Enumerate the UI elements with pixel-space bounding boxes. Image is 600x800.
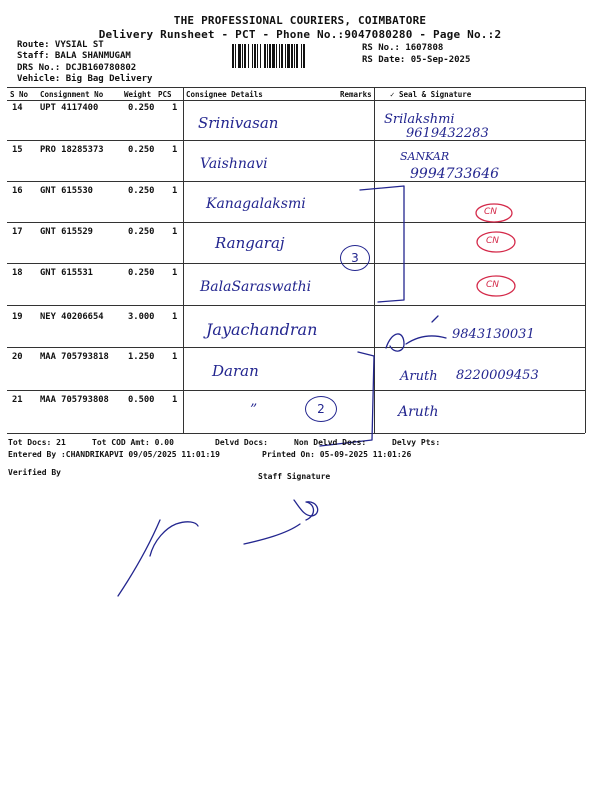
entered-by: Entered By :CHANDRIKAPVI 09/05/2025 11:01:19 [8,450,220,459]
col-seal-signature: ✓ Seal & Signature [390,90,472,99]
verified-by-label: Verified By [8,468,61,477]
circled-count: 2 [305,396,337,422]
col-pcs: PCS [158,90,172,99]
cn-stamp: CN [484,207,498,217]
col-sno: S No [10,90,29,99]
runsheet-subtitle: Delivery Runsheet - PCT - Phone No.:9047080280 - Page No.:2 [98,28,502,41]
vehicle-label: Vehicle: Big Bag Delivery [17,74,153,84]
staff-signature-label: Staff Signature [258,472,331,481]
row-pcs: 1 [172,352,178,362]
total-cod: Tot COD Amt: 0.00 [92,438,174,447]
drs-number: DRS No.: DCJB160780802 [17,63,137,73]
row-sno: 20 [12,352,23,362]
route-label: Route: VYSIAL ST [17,40,104,50]
consignee-divider [183,87,184,433]
handwritten-signature: Aruth [398,404,439,420]
delivered-docs: Delvd Docs: [215,438,268,447]
handwritten-consignee: Kanagalaksmi [206,196,306,212]
scribble-signature [386,316,446,351]
table-right-border [585,87,586,433]
col-consignment: Consignment No [40,90,104,99]
row-pcs: 1 [172,186,178,196]
rs-date: RS Date: 05-Sep-2025 [362,55,471,65]
row-rule [7,390,585,391]
handwritten-consignee: Srinivasan [198,114,279,132]
handwritten-phone: 9619432283 [406,126,489,141]
cn-stamp: CN [486,280,500,290]
row-consignment: MAA 705793818 [40,352,109,362]
col-consignee: Consignee Details [186,90,263,99]
cn-stamp: CN [486,236,500,246]
row-consignment: PRO 18285373 [40,145,104,155]
row-rule [7,347,585,348]
handwritten-consignee: Jayachandran [206,320,318,339]
row-pcs: 1 [172,145,178,155]
row-rule [7,140,585,141]
row-consignment: GNT 615530 [40,186,93,196]
table-top-rule [7,87,585,88]
non-delivered-docs: Non Delvd Docs: [294,438,367,447]
row-consignment: GNT 615531 [40,268,93,278]
col-weight: Weight [124,90,152,99]
row-rule [7,305,585,306]
handwritten-consignee: BalaSaraswathi [200,279,312,295]
row-weight: 0.250 [128,227,155,237]
handwritten-signature: Aruth [400,369,438,384]
row-weight: 0.500 [128,395,155,405]
handwritten-ditto: ” [250,402,258,418]
row-rule [7,263,585,264]
rs-number: RS No.: 1607808 [362,43,444,53]
total-docs: Tot Docs: 21 [8,438,66,447]
staff-label: Staff: BALA SHANMUGAM [17,51,131,61]
verified-signature [118,520,198,596]
row-weight: 1.250 [128,352,155,362]
row-consignment: NEY 40206654 [40,312,104,322]
handwritten-consignee: Daran [212,362,259,380]
delivery-points: Delvy Pts: [392,438,441,447]
row-rule [7,222,585,223]
bracket-stroke [360,186,404,302]
col-remarks: Remarks [340,90,372,99]
row-sno: 17 [12,227,23,237]
row-sno: 15 [12,145,23,155]
company-title: THE PROFESSIONAL COURIERS, COIMBATORE [173,14,427,27]
row-weight: 0.250 [128,145,155,155]
handwritten-signature: SANKAR [400,150,450,163]
remarks-divider [374,87,375,433]
row-consignment: MAA 705793808 [40,395,109,405]
row-weight: 0.250 [128,103,155,113]
handwritten-phone: 9843130031 [452,327,535,342]
row-consignment: GNT 615529 [40,227,93,237]
row-pcs: 1 [172,103,178,113]
table-bottom-rule [7,433,585,434]
row-sno: 16 [12,186,23,196]
handwritten-consignee: Vaishnavi [200,156,268,172]
row-sno: 19 [12,312,23,322]
barcode [232,44,356,68]
row-weight: 0.250 [128,186,155,196]
circled-count: 3 [340,245,370,271]
row-pcs: 1 [172,268,178,278]
row-weight: 0.250 [128,268,155,278]
row-sno: 14 [12,103,23,113]
row-pcs: 1 [172,227,178,237]
handwritten-consignee: Rangaraj [215,234,285,252]
table-header-rule [7,100,585,101]
handwritten-signature: Srilakshmi [384,112,455,127]
barcode-bar [305,44,306,68]
printed-on: Printed On: 05-09-2025 11:01:26 [262,450,412,459]
row-weight: 3.000 [128,312,155,322]
handwritten-phone: 9994733646 [410,166,500,182]
row-sno: 18 [12,268,23,278]
staff-signature-mark [244,500,318,544]
row-pcs: 1 [172,395,178,405]
handwritten-phone: 8220009453 [456,368,539,383]
row-consignment: UPT 4117400 [40,103,99,113]
row-sno: 21 [12,395,23,405]
row-pcs: 1 [172,312,178,322]
